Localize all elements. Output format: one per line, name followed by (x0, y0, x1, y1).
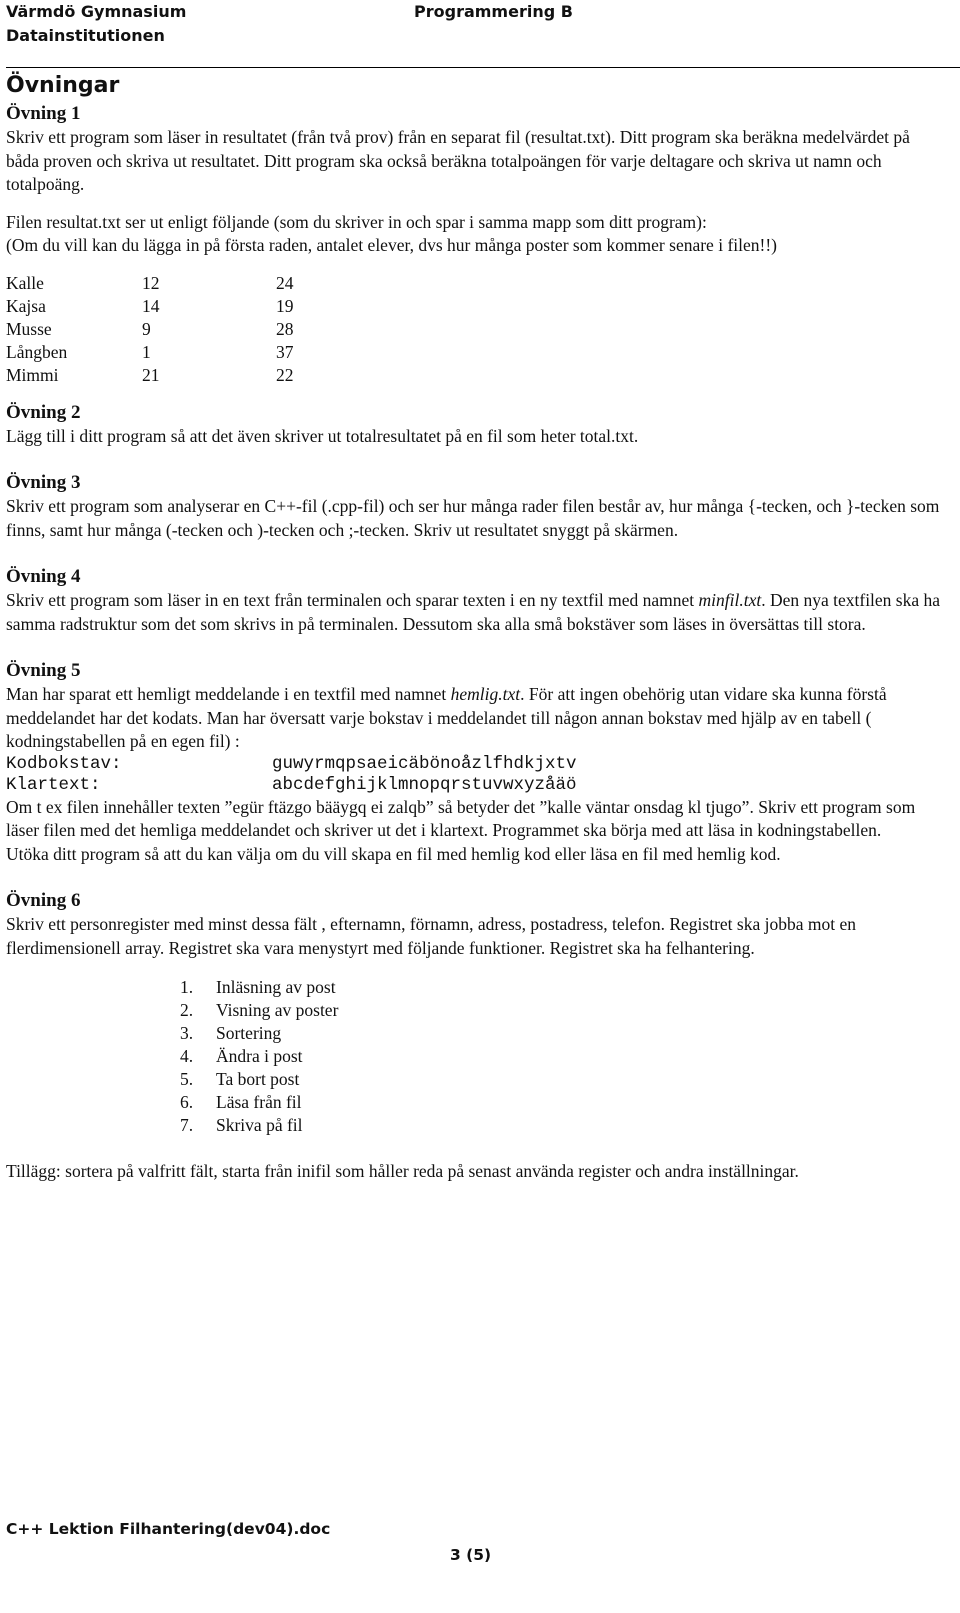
header-left (6, 0, 186, 48)
item-label: Läsa från fil (216, 1092, 302, 1112)
item-label: Ta bort post (216, 1069, 300, 1089)
exercise-6-description: Skriv ett personregister med minst dessa fält , efternamn, förnamn, adress, postadress, telefon. Registret ska jobba mot en flerdimensionell array. Registret ska vara menystyrt med följande funktioner. Registret ska ha felhantering. (6, 914, 856, 958)
page-title: Övningar (6, 73, 120, 98)
exercise-2-description: Lägg till i ditt program så att det även skriver ut totalresultatet på en fil som heter total.txt. (6, 425, 639, 446)
exercise-3-description: Skriv ett program som analyserar en C++-fil (.cpp-fil) och ser hur många rader filen består av, hur många {-tecken, och }-tecken som finns, samt hur många (-tecken och )-tecken och ;-tecken. Skriv ut resultatet snyggt på skärmen. (6, 496, 940, 540)
list-item (180, 1114, 946, 1137)
footer-page-number: 3 (5) (450, 1546, 492, 1564)
exercise-1-file-intro: Filen resultat.txt ser ut enligt följande (som du skriver in och spar i samma mapp som ditt program): (6, 211, 707, 232)
table-cell: Kalle (6, 272, 44, 293)
table-cell: Musse (6, 318, 52, 339)
table-cell: 21 (142, 364, 160, 385)
text-fragment: . För att ingen obehörig utan vidare ska kunna förstå meddelandet har det kodats. Man har översatt varje bokstav i meddelandet till någon annan bokstav med hjälp av en tabell ( kodningstabellen på en egen fil) : (6, 684, 887, 751)
table-cell: Kajsa (6, 295, 46, 316)
exercise-2-title: Övning 2 (6, 401, 81, 423)
exercise-6-extra: Tillägg: sortera på valfritt fält, starta från inifil som håller reda på senast använda register och andra inställningar. (6, 1161, 799, 1181)
course-name: Programmering B (414, 2, 573, 21)
exercise-5-example: Om t ex filen innehåller texten ”egür ftäzgo bääygq ei zalqb” så betyder det ”kalle väntar onsdag kl tjugo”. Skriv ett program som läser filen med det hemliga meddelandet och skriver ut det i klartext. Programmet ska börja med att läsa in kodningstabellen. (6, 796, 916, 840)
exercise-6 (6, 889, 946, 1184)
exercise-6-title: Övning 6 (6, 890, 81, 911)
exercise-4 (6, 565, 946, 636)
item-number: 2. (180, 1000, 194, 1020)
text-fragment: . Den nya textfilen ska ha samma radstruktur som det som skrivs in på terminalen. Dessutom ska alla små bokstäver som läses in översättas till stora. (6, 590, 941, 634)
item-label: Visning av poster (216, 1000, 339, 1020)
table-cell: Långben (6, 341, 68, 362)
exercise-4-description (6, 589, 946, 636)
table-row (6, 364, 294, 387)
list-item (180, 1091, 946, 1114)
table-row (6, 341, 294, 364)
list-item (180, 1045, 946, 1068)
plain-label: Klartext: (6, 774, 101, 795)
exercise-1-note: (Om du vill kan du lägga in på första raden, antalet elever, dvs hur många poster som kommer senare i filen!!) (6, 235, 777, 255)
menu-list (6, 976, 946, 1137)
item-label: Sortering (216, 1023, 282, 1043)
code-value: guwyrmqpsaeicäbönoåzlfhdkjxtv (272, 753, 577, 774)
exercise-1-description: Skriv ett program som läser in resultatet (från två prov) från en separat fil (resultat.txt). Ditt program ska beräkna medelvärdet på båda proven och skriva ut resultatet. Ditt program ska också beräkna totalpoängen för varje deltagare och skriva ut namn och totalpoäng. (6, 127, 910, 194)
table-row (6, 295, 294, 318)
exercise-5-description (6, 683, 946, 754)
list-item (180, 1068, 946, 1091)
school-name: Värmdö Gymnasium (6, 2, 187, 21)
item-number: 5. (180, 1069, 194, 1089)
exercise-5-title: Övning 5 (6, 660, 81, 681)
text-fragment: Man har sparat ett hemligt meddelande i en textfil med namnet (6, 684, 451, 704)
results-table (6, 272, 294, 387)
document-body (6, 70, 946, 1184)
item-label: Inläsning av post (216, 977, 336, 997)
table-cell: 19 (276, 295, 294, 316)
exercise-1 (6, 102, 946, 387)
item-number: 6. (180, 1092, 194, 1112)
footer-filename: C++ Lektion Filhantering(dev04).doc (6, 1520, 331, 1538)
filename: hemlig.txt (450, 684, 521, 704)
table-row (6, 318, 294, 341)
item-number: 3. (180, 1023, 194, 1043)
table-cell: 14 (142, 295, 160, 316)
exercise-2 (6, 401, 946, 449)
exercise-3 (6, 471, 946, 542)
code-table-row (6, 754, 946, 775)
table-cell: 12 (142, 272, 160, 293)
table-cell: 9 (142, 318, 151, 339)
code-label: Kodbokstav: (6, 753, 122, 774)
text-fragment: Skriv ett program som läser in en text från terminalen och sparar texten i en ny textfil med namnet (6, 590, 699, 610)
header-divider (6, 67, 960, 68)
item-label: Skriva på fil (216, 1115, 303, 1135)
table-cell: 37 (276, 341, 294, 362)
plain-table-row (6, 775, 946, 796)
table-cell: 28 (276, 318, 294, 339)
table-cell: 1 (142, 341, 151, 362)
filename: minfil.txt (698, 590, 762, 610)
exercise-5 (6, 659, 946, 866)
exercise-1-title: Övning 1 (6, 103, 81, 124)
table-cell: Mimmi (6, 364, 59, 385)
department-name: Datainstitutionen (6, 26, 165, 45)
exercise-4-title: Övning 4 (6, 566, 81, 587)
list-item (180, 999, 946, 1022)
exercise-5-extension: Utöka ditt program så att du kan välja om du vill skapa en fil med hemlig kod eller läsa en fil med hemlig kod. (6, 843, 781, 864)
table-cell: 24 (276, 272, 294, 293)
item-label: Ändra i post (216, 1046, 303, 1066)
list-item (180, 976, 946, 999)
item-number: 7. (180, 1115, 194, 1135)
table-cell: 22 (276, 364, 294, 385)
list-item (180, 1022, 946, 1045)
page-header (6, 0, 960, 68)
item-number: 4. (180, 1046, 194, 1066)
plain-value: abcdefghijklmnopqrstuvwxyzåäö (272, 774, 577, 795)
item-number: 1. (180, 977, 194, 997)
table-row (6, 272, 294, 295)
exercise-3-title: Övning 3 (6, 472, 81, 493)
